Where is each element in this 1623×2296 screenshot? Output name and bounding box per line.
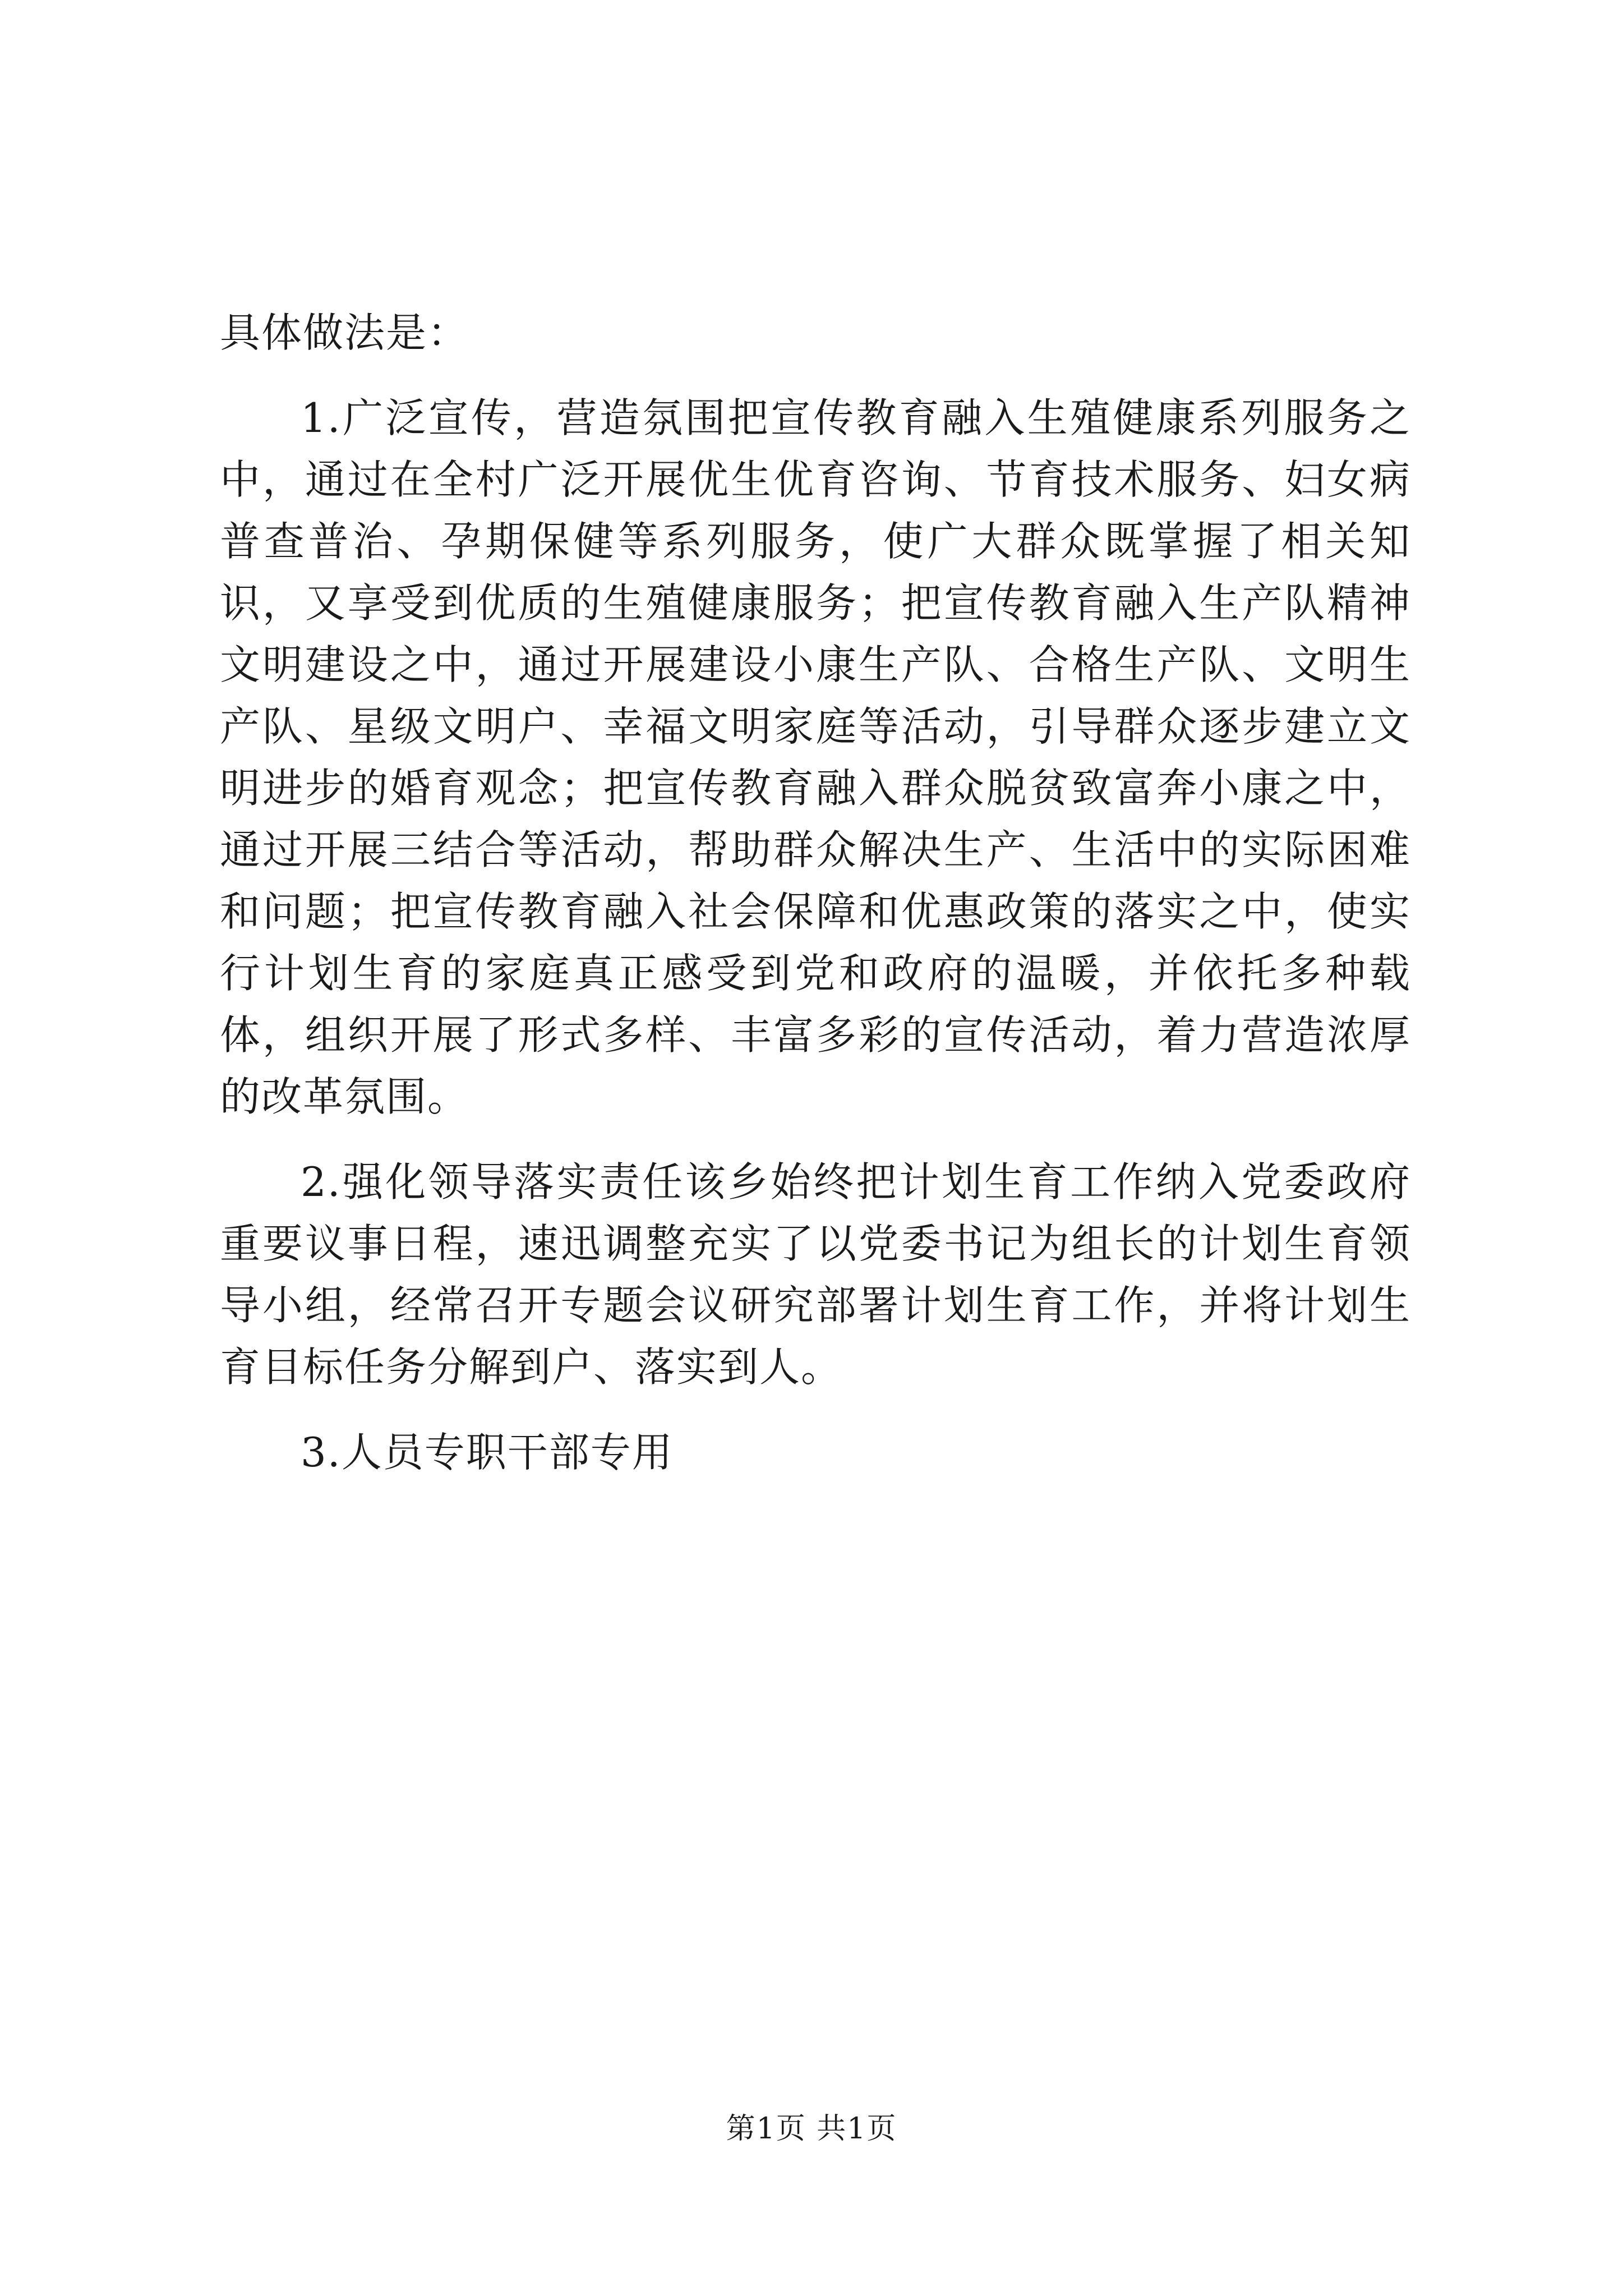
paragraph-item-2: 2.强化领导落实责任该乡始终把计划生育工作纳入党委政府重要议事日程，速迅调整充实了以党委书记为组长的计划生育领导小组，经常召开专题会议研究部署计划生育工作，并将计划生育目标任务分解到户、落实到人。 bbox=[220, 1158, 1411, 1391]
paragraph-intro: 具体做法是： bbox=[220, 309, 469, 356]
document-body bbox=[220, 302, 1411, 1507]
paragraph-item-1: 1.广泛宣传，营造氛围把宣传教育融入生殖健康系列服务之中，通过在全村广泛开展优生优育咨询、节育技术服务、妇女病普查普治、孕期保健等系列服务，使广大群众既掌握了相关知识，又享受到优质的生殖健康服务；把宣传教育融入生产队精神文明建设之中，通过开展建设小康生产队、合格生产队、文明生产队、星级文明户、幸福文明家庭等活动，引导群众逐步建立文明进步的婚育观念；把宣传教育融入群众脱贫致富奔小康之中，通过开展三结合等活动，帮助群众解决生产、生活中的实际困难和问题；把宣传教育融入社会保障和优惠政策的落实之中，使实行计划生育的家庭真正感受到党和政府的温暖，并依托多种载体，组织开展了形式多样、丰富多彩的宣传活动，着力营造浓厚的改革氛围。 bbox=[220, 394, 1411, 1120]
page-footer: 第1页 共1页 bbox=[726, 2112, 897, 2146]
paragraph-item-3: 3.人员专职干部专用 bbox=[301, 1429, 674, 1476]
